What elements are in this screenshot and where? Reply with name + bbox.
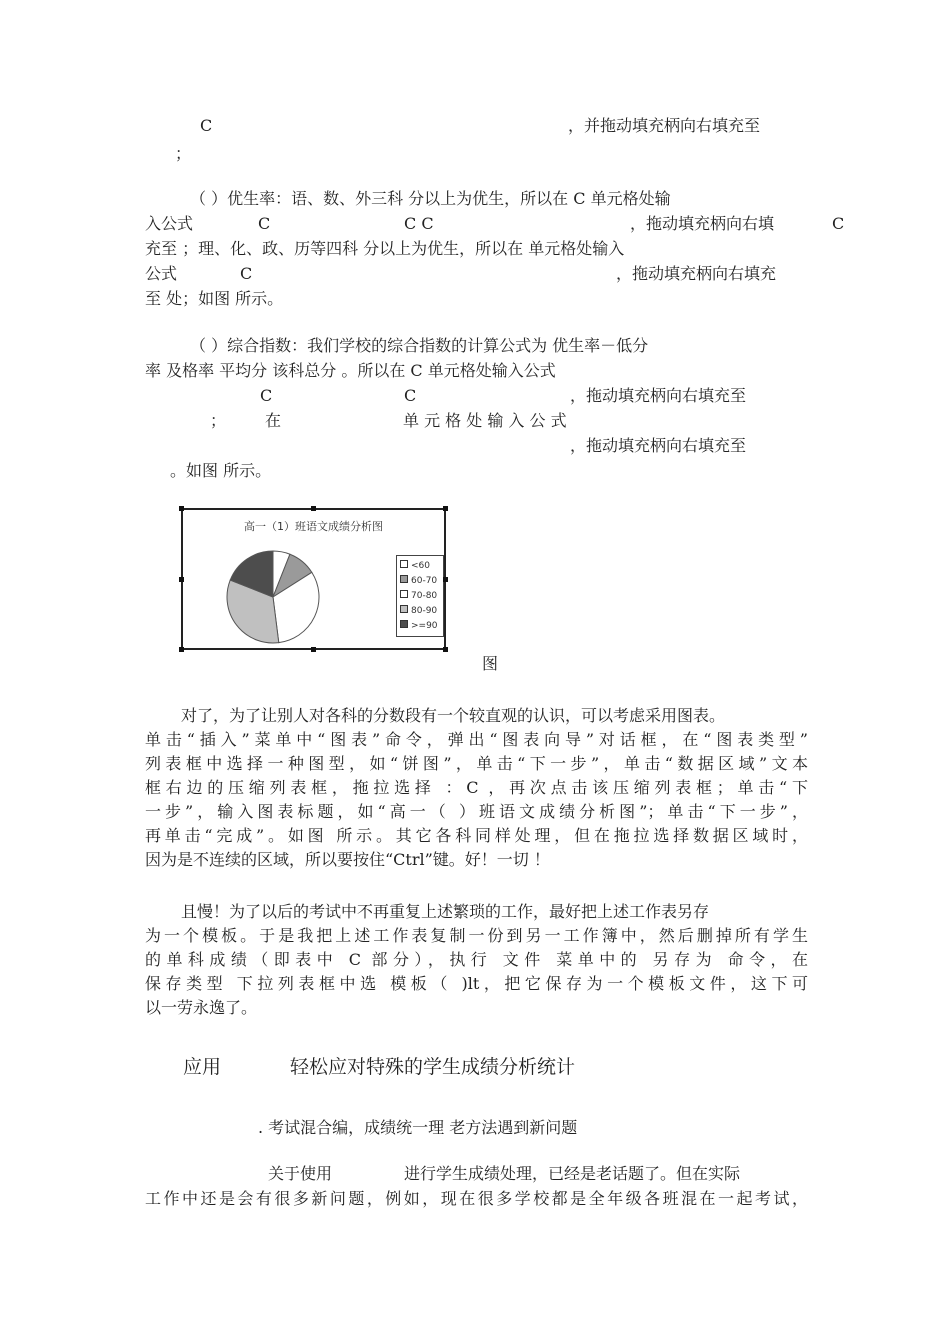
- paragraph-line: 框右边的压缩列表框，拖拉选择 ：C ，再次点击该压缩列表框；单击“下: [145, 778, 808, 797]
- legend-label: 80-90: [411, 606, 438, 616]
- resize-handle[interactable]: [443, 647, 448, 652]
- legend-label: <60: [411, 561, 430, 571]
- section-title: 轻松应对特殊的学生成绩分析统计: [290, 1056, 576, 1078]
- legend-label: 70-80: [411, 591, 438, 601]
- text-line: （ ）优生率：语、数、外三科 分以上为优生，所以在 C 单元格处输: [190, 189, 671, 208]
- paragraph-line: 进行学生成绩处理，已经是老话题了。但在实际: [404, 1164, 741, 1183]
- text-line: 公式: [145, 264, 178, 283]
- resize-handle[interactable]: [179, 577, 184, 582]
- legend-item: [400, 575, 437, 588]
- paragraph-line: 再单击“完成”。如图 所示。其它各科同样处理，但在拖拉选择数据区域时，: [145, 826, 808, 845]
- paragraph-line: 的单科成绩（即表中 C 部分），执行 文件 菜单中的 另存为 命令，在: [145, 950, 808, 969]
- legend-item: [400, 560, 430, 573]
- resize-handle[interactable]: [179, 506, 184, 511]
- legend-swatch: [400, 560, 408, 568]
- text-line: 至 处；如图 所示。: [145, 289, 284, 308]
- text-line: C: [200, 116, 213, 135]
- chart-legend: [396, 555, 444, 637]
- text-line: ，拖动填充柄向右填充: [616, 264, 777, 283]
- resize-handle[interactable]: [311, 506, 316, 511]
- legend-item: [400, 590, 437, 603]
- sub-heading: . 考试混合编，成绩统一理 老方法遇到新问题: [258, 1118, 578, 1137]
- paragraph-line: 对了，为了让别人对各科的分数段有一个较直观的认识，可以考虑采用图表。: [181, 706, 726, 725]
- legend-item: [400, 620, 438, 633]
- paragraph-line: 关于使用: [268, 1164, 333, 1183]
- paragraph-line: 工作中还是会有很多新问题，例如，现在很多学校都是全年级各班混在一起考试，: [145, 1189, 808, 1208]
- text-line: 率 及格率 平均分 该科总分 。所以在 C 单元格处输入公式: [145, 361, 556, 380]
- resize-handle[interactable]: [311, 647, 316, 652]
- text-line: C: [258, 214, 271, 233]
- chart-title: 高一（1）班语文成绩分析图: [244, 520, 383, 533]
- legend-swatch: [400, 605, 408, 613]
- legend-swatch: [400, 590, 408, 598]
- text-line: C: [260, 386, 273, 405]
- resize-handle[interactable]: [443, 577, 448, 582]
- text-line: 入公式: [145, 214, 194, 233]
- chart-frame[interactable]: [181, 508, 446, 650]
- text-line: C: [240, 264, 253, 283]
- figure-label: 图: [482, 654, 499, 673]
- paragraph-line: 且慢！为了以后的考试中不再重复上述繁琐的工作，最好把上述工作表另存: [181, 902, 710, 921]
- legend-swatch: [400, 620, 408, 628]
- legend-label: 60-70: [411, 576, 438, 586]
- paragraph-line: 列表框中选择一种图型，如“饼图”，单击“下一步”，单击“数据区域”文本: [145, 754, 808, 773]
- legend-item: [400, 605, 437, 618]
- resize-handle[interactable]: [443, 506, 448, 511]
- paragraph-line: 保存类型 下拉列表框中选 模板（ )lt，把它保存为一个模板文件，这下可: [145, 974, 808, 993]
- resize-handle[interactable]: [179, 647, 184, 652]
- legend-swatch: [400, 575, 408, 583]
- text-line: ；: [210, 411, 227, 430]
- text-line: 单 元 格 处 输 入 公 式: [403, 411, 567, 430]
- paragraph-line: 以一劳永逸了。: [145, 998, 258, 1017]
- paragraph-line: 因为是不连续的区域，所以要按住“Ctrl”键。好！一切 ！: [145, 850, 550, 869]
- text-line: C: [832, 214, 845, 233]
- text-line: C C: [404, 214, 434, 233]
- text-line: C: [404, 386, 417, 405]
- text-line: ，拖动填充柄向右填充至: [570, 386, 747, 405]
- text-line: ；: [175, 144, 192, 163]
- paragraph-line: 单击“插入”菜单中“图表”命令，弹出“图表向导”对话框，在“图表类型”: [145, 730, 808, 749]
- pie-chart: [213, 538, 363, 648]
- text-line: （ ）综合指数：我们学校的综合指数的计算公式为 优生率－低分: [190, 336, 649, 355]
- section-label: 应用: [183, 1056, 222, 1078]
- legend-label: >=90: [411, 621, 438, 631]
- text-line: 。如图 所示。: [170, 461, 272, 480]
- text-line: ，拖动填充柄向右填充至: [570, 436, 747, 455]
- text-line: 在: [265, 411, 282, 430]
- text-line: 充至 ；理、化、政、历等四科 分以上为优生，所以在 单元格处输入: [145, 239, 625, 258]
- text-line: ，并拖动填充柄向右填充至: [568, 116, 761, 135]
- paragraph-line: 一步”，输入图表标题，如“高一（ ）班语文成绩分析图”；单击“下一步”，: [145, 802, 808, 821]
- text-line: ，拖动填充柄向右填: [630, 214, 775, 233]
- paragraph-line: 为一个模板。于是我把上述工作表复制一份到另一工作簿中，然后删掉所有学生: [145, 926, 808, 945]
